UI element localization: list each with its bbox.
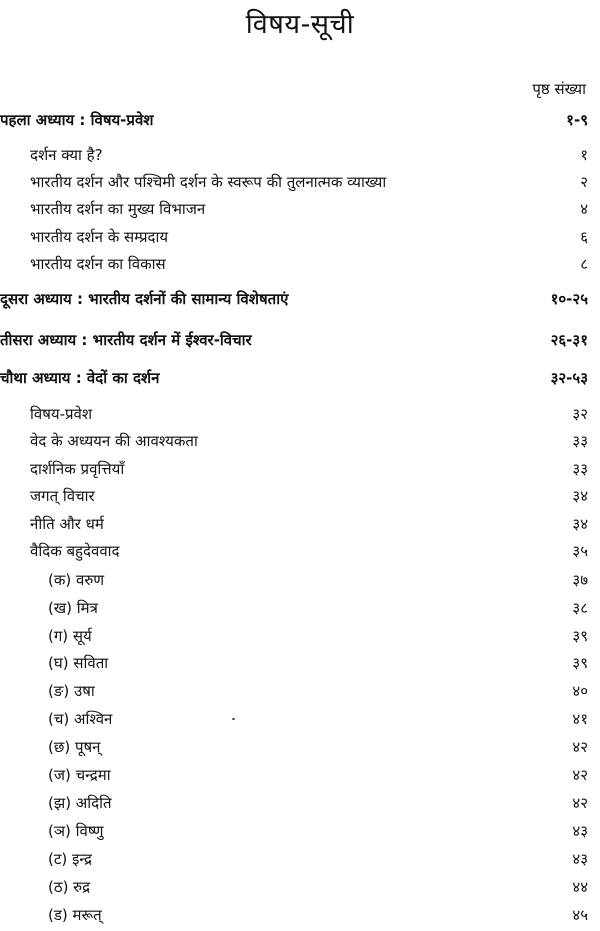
toc-entry-text: (ड) मरूत्: [48, 906, 102, 924]
toc-chapter-row: [0, 289, 600, 315]
toc-page-number: ३४: [572, 487, 588, 505]
toc-subsection-row: [0, 570, 600, 596]
toc-entry-text: दार्शनिक प्रवृत्तियाँ: [30, 460, 125, 478]
toc-page-number: १-९: [566, 111, 588, 129]
toc-page-number: ३२-५३: [550, 369, 588, 387]
toc-entry-text: चौथा अध्याय : वेदों का दर्शन: [0, 369, 160, 387]
toc-page-number: ३५: [572, 542, 588, 560]
toc-subsection-row: [0, 681, 600, 707]
toc-page-number: ४२: [572, 766, 588, 784]
toc-subsection-row: [0, 877, 600, 903]
toc-section-row: [0, 514, 600, 540]
toc-subsection-row: [0, 626, 600, 652]
toc-subsection-row: [0, 905, 600, 931]
toc-page-number: ३९: [572, 654, 588, 672]
toc-section-row: [0, 145, 600, 171]
toc-page-number: १: [580, 146, 588, 164]
toc-page-number: ६: [580, 228, 588, 246]
toc-page-number: ३९: [572, 627, 588, 645]
toc-page-number: ४५: [572, 906, 588, 924]
toc-entry-text: (क) वरुण: [48, 571, 105, 589]
print-speck: [232, 718, 235, 720]
toc-page-number: ३४: [572, 515, 588, 533]
toc-entry-text: विषय-प्रवेश: [30, 405, 93, 423]
toc-page-number: २: [580, 173, 588, 191]
toc-section-row: [0, 486, 600, 512]
toc-section-row: [0, 431, 600, 457]
toc-entry-text: तीसरा अध्याय : भारतीय दर्शन में ईश्वर-विचार: [0, 331, 252, 349]
toc-entry-text: भारतीय दर्शन का विकास: [30, 255, 166, 273]
toc-section-row: [0, 199, 600, 225]
toc-entry-text: दूसरा अध्याय : भारतीय दर्शनों की सामान्य विशेषताएं: [0, 290, 289, 308]
toc-subsection-row: [0, 765, 600, 791]
toc-entry-text: (ज) चन्द्रमा: [48, 766, 111, 784]
toc-section-row: [0, 172, 600, 198]
toc-entry-text: (ट) इन्द्र: [48, 850, 92, 868]
toc-subsection-row: [0, 821, 600, 847]
toc-entry-text: दर्शन क्या है?: [30, 146, 103, 164]
toc-entry-text: (ग) सूर्य: [48, 627, 92, 645]
page-title: विषय-सूची: [245, 9, 355, 40]
toc-chapter-row: [0, 330, 600, 356]
toc-section-row: [0, 254, 600, 280]
toc-entry-text: वैदिक बहुदेववाद: [30, 542, 120, 560]
toc-entry-text: (झ) अदिति: [48, 794, 112, 812]
toc-subsection-row: [0, 709, 600, 735]
toc-page-number: ४०: [572, 682, 588, 700]
toc-page-number: ४३: [572, 822, 588, 840]
toc-chapter-row: [0, 368, 600, 394]
toc-entry-text: भारतीय दर्शन और पश्चिमी दर्शन के स्वरूप की तुलनात्मक व्याख्या: [30, 173, 387, 191]
toc-page-number: १०-२५: [550, 290, 588, 308]
toc-page-number: ३३: [572, 460, 588, 478]
toc-entry-text: भारतीय दर्शन के सम्प्रदाय: [30, 228, 169, 246]
toc-entry-text: (घ) सविता: [48, 654, 109, 672]
toc-entry-text: वेद के अध्ययन की आवश्यकता: [30, 432, 198, 450]
toc-page-number: ४४: [572, 878, 588, 896]
toc-page-number: ३३: [572, 432, 588, 450]
toc-page-number: ३७: [572, 571, 588, 589]
toc-chapter-row: [0, 110, 600, 136]
toc-entry-text: पहला अध्याय : विषय-प्रवेश: [0, 111, 154, 129]
toc-section-row: [0, 541, 600, 567]
toc-page-number: ४२: [572, 794, 588, 812]
toc-page-number: ४३: [572, 850, 588, 868]
toc-entry-text: (छ) पूषन्: [48, 738, 101, 756]
toc-subsection-row: [0, 793, 600, 819]
toc-page-number: ३८: [572, 599, 588, 617]
toc-page-number: ४: [580, 200, 588, 218]
toc-entry-text: (ङ) उषा: [48, 682, 95, 700]
toc-page-number: ४२: [572, 738, 588, 756]
page-number-column-header: पृष्ठ संख्या: [532, 80, 586, 98]
toc-page-number: ४१: [572, 710, 588, 728]
toc-subsection-row: [0, 849, 600, 875]
toc-section-row: [0, 459, 600, 485]
toc-entry-text: (ठ) रुद्र: [48, 878, 91, 896]
toc-section-row: [0, 404, 600, 430]
toc-subsection-row: [0, 653, 600, 679]
toc-page-number: २६-३१: [550, 331, 588, 349]
toc-entry-text: जगत् विचार: [30, 487, 95, 505]
toc-entry-text: (ख) मित्र: [48, 599, 98, 617]
toc-page-number: ८: [580, 255, 588, 273]
toc-section-row: [0, 227, 600, 253]
toc-entry-text: (च) अश्विन: [48, 710, 113, 728]
toc-page-number: ३२: [572, 405, 588, 423]
toc-subsection-row: [0, 737, 600, 763]
toc-subsection-row: [0, 598, 600, 624]
toc-entry-text: नीति और धर्म: [30, 515, 104, 533]
toc-entry-text: (ञ) विष्णु: [48, 822, 104, 840]
toc-entry-text: भारतीय दर्शन का मुख्य विभाजन: [30, 200, 206, 218]
